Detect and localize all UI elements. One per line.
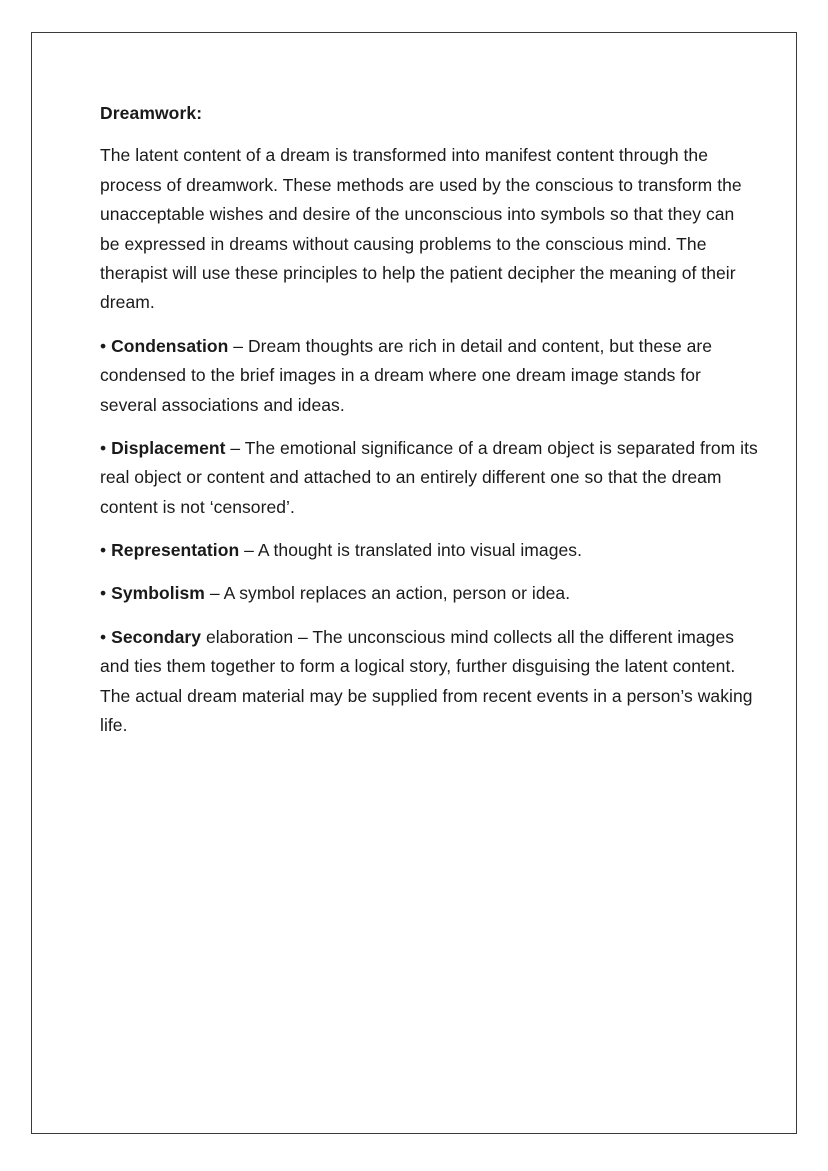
bullet-marker: • <box>100 437 107 458</box>
bullet-marker: • <box>100 540 107 561</box>
list-item-term: Condensation <box>111 335 229 356</box>
list-item-text: – The unconscious mind collects all the different images and ties them together to form a logical story, further disguising the latent content. The actual dream material may be supplied from recent events in a person’s waking life. <box>100 626 753 736</box>
document-page <box>31 32 797 1134</box>
list-item-term-suffix: elaboration <box>201 626 294 647</box>
list-item-text: – Dream thoughts are rich in detail and content, but these are condensed to the brief images in a dream where one dream image stands for several associations and ideas. <box>100 335 713 415</box>
document-content <box>100 101 758 754</box>
list-item-term: Representation <box>111 540 240 561</box>
list-item-text: – A thought is translated into visual images. <box>239 540 582 561</box>
bullet-marker: • <box>100 583 107 604</box>
page-title: Dreamwork: <box>100 103 203 123</box>
list-item-term: Symbolism <box>111 583 205 604</box>
list-item <box>100 579 758 608</box>
list-item <box>100 332 758 420</box>
list-item-text: – The emotional significance of a dream object is separated from its real object or content and attached to an entirely different one so that the dream content is not ‘censored’. <box>100 437 758 517</box>
bullet-marker: • <box>100 626 107 647</box>
bullet-marker: • <box>100 335 107 356</box>
list-item-text: – A symbol replaces an action, person or idea. <box>204 583 571 604</box>
intro-paragraph: The latent content of a dream is transformed into manifest content through the process of dreamwork. These methods are used by the conscious to transform the unacceptable wishes and desire of the unconscious into symbols so that they can be expressed in dreams without causing problems to the conscious mind. The therapist will use these principles to help the patient decipher the meaning of their dream. <box>100 145 742 313</box>
list-item-term: Displacement <box>111 437 226 458</box>
list-item-term: Secondary <box>111 626 202 647</box>
list-item <box>100 623 758 741</box>
list-item <box>100 536 758 565</box>
list-item <box>100 434 758 522</box>
